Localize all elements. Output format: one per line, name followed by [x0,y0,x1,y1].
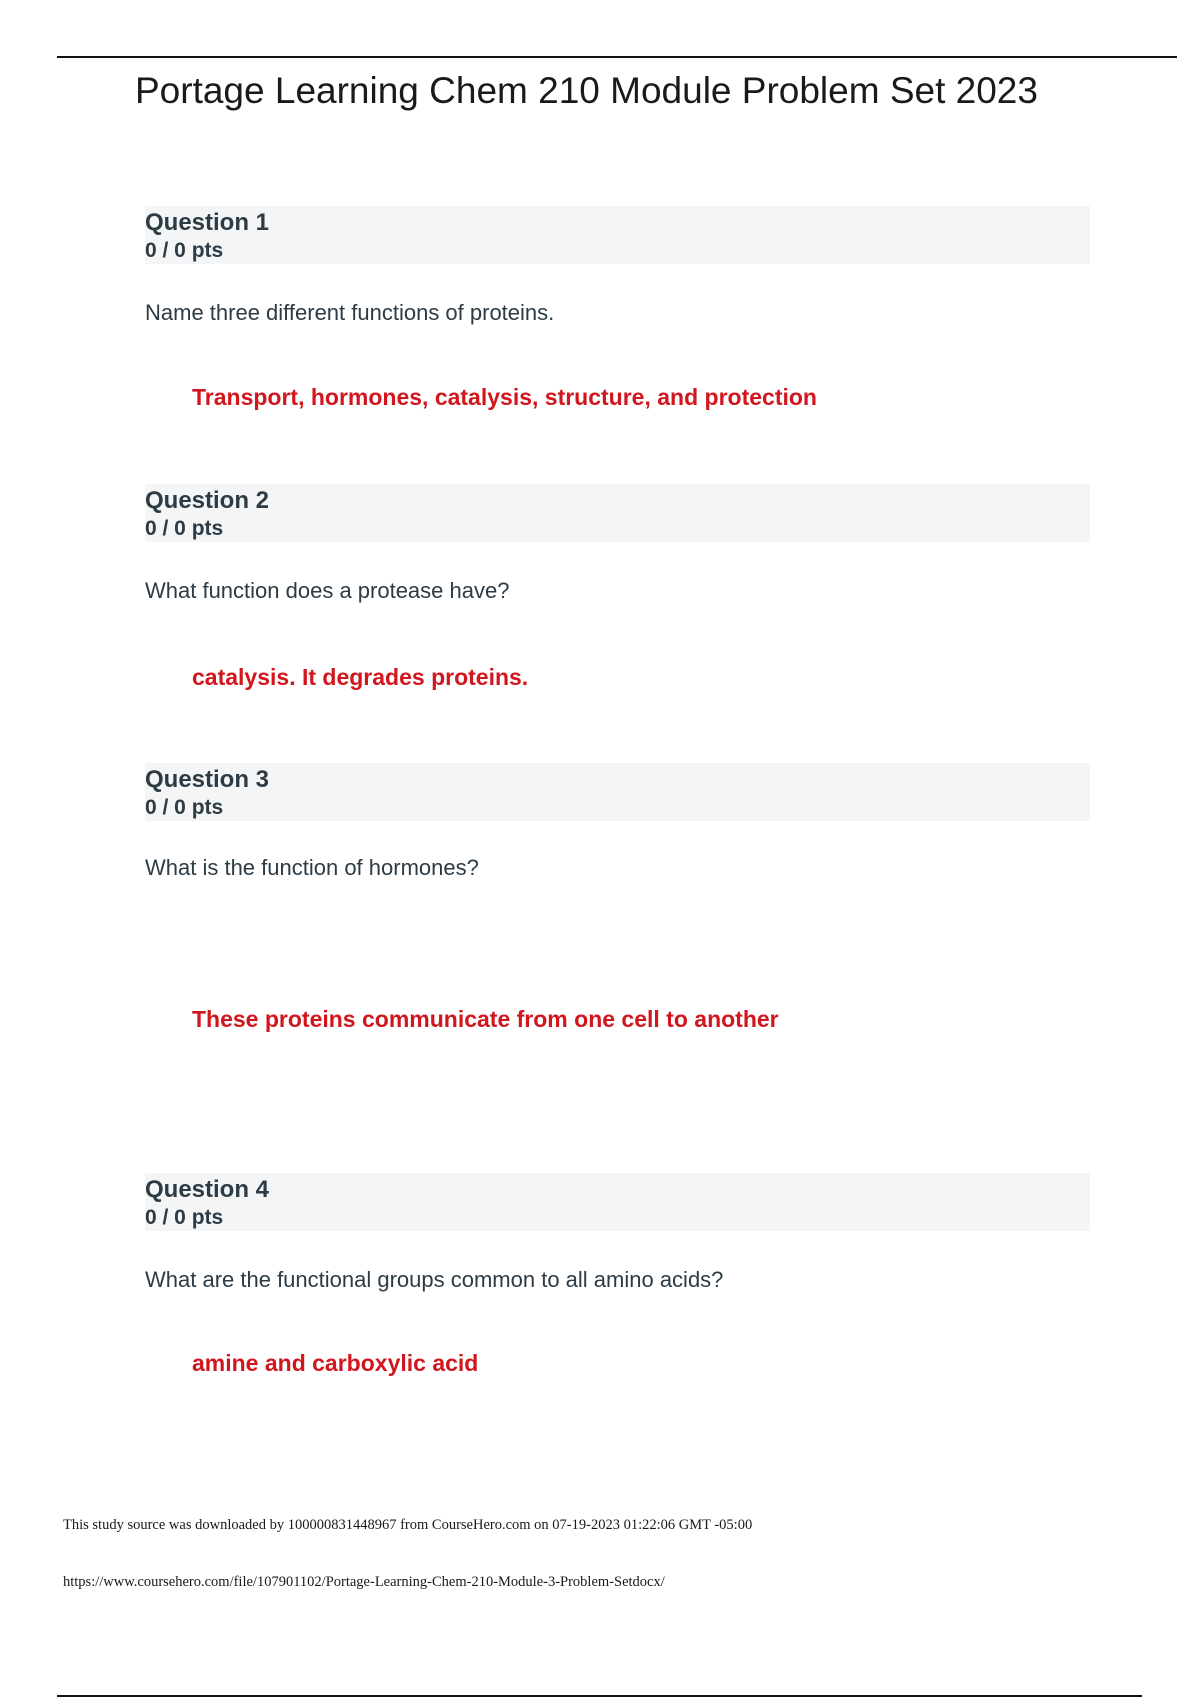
question-points: 0 / 0 pts [145,239,224,262]
question-header [145,763,1090,821]
question-block-2 [145,484,1090,690]
question-header [145,1173,1090,1231]
answer-text: catalysis. It degrades proteins. [192,664,529,690]
answer-text: Transport, hormones, catalysis, structure, and protection [192,384,817,410]
answer-text: These proteins communicate from one cell to another [192,1006,779,1032]
question-title: Question 1 [145,209,270,236]
question-points: 0 / 0 pts [145,517,224,540]
question-title: Question 2 [145,487,270,514]
question-header [145,206,1090,264]
question-points: 0 / 0 pts [145,1206,224,1229]
source-url[interactable]: https://www.coursehero.com/file/107901102/Portage-Learning-Chem-210-Module-3-Problem-Setdocx/ [63,1574,665,1590]
download-notice: This study source was downloaded by 100000831448967 from CourseHero.com on 07-19-2023 01:22:06 GMT -05:00 [63,1517,753,1533]
question-block-3 [145,763,1090,1032]
question-prompt: What function does a protease have? [145,578,510,603]
question-title: Question 3 [145,766,270,793]
question-prompt: What are the functional groups common to all amino acids? [145,1267,724,1292]
top-rule [57,56,1177,58]
question-prompt: What is the function of hormones? [145,855,479,880]
document-title: Portage Learning Chem 210 Module Problem Set 2023 [135,70,1038,111]
bottom-rule [57,1695,1142,1697]
question-title: Question 4 [145,1176,270,1203]
question-prompt: Name three different functions of proteins. [145,300,555,325]
question-header [145,484,1090,542]
answer-text: amine and carboxylic acid [192,1350,479,1376]
question-points: 0 / 0 pts [145,796,224,819]
question-block-1 [145,206,1090,410]
question-block-4 [145,1173,1090,1376]
